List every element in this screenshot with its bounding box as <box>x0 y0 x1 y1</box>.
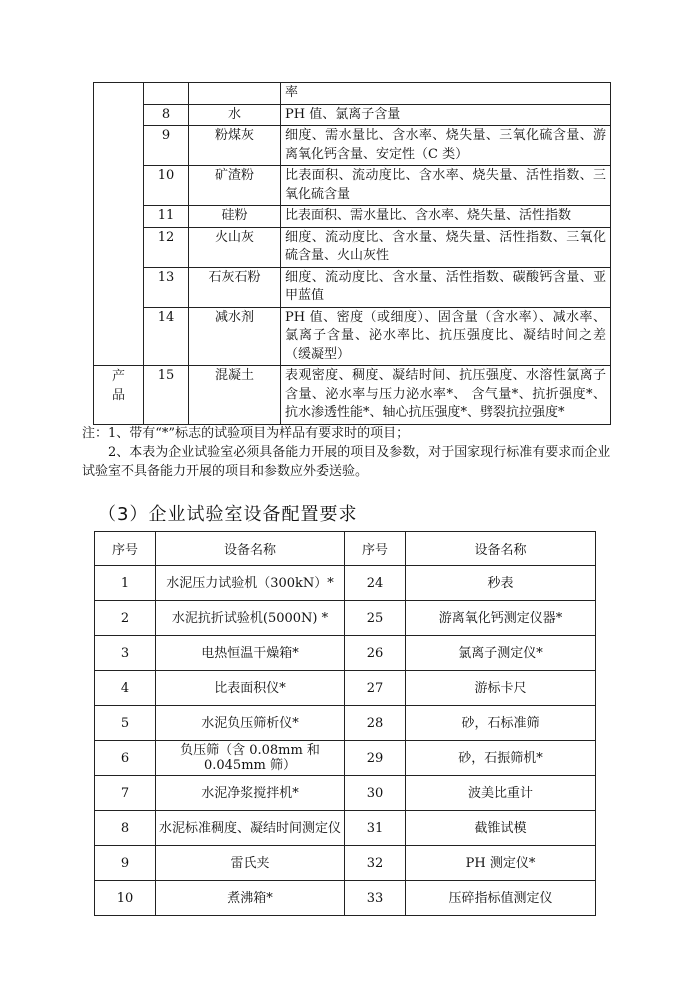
table-notes <box>82 424 622 481</box>
row-number: 13 <box>144 267 189 307</box>
equipment-name: 比表面积仪* <box>156 671 345 706</box>
table-row <box>94 227 611 267</box>
params-cell: 细度、流动度比、含水量、活性指数、碳酸钙含量、亚甲蓝值 <box>281 267 611 307</box>
equipment-number: 29 <box>345 741 406 776</box>
equipment-number: 24 <box>345 566 406 601</box>
table-row <box>95 846 596 881</box>
table-row <box>95 671 596 706</box>
table-row <box>94 104 611 126</box>
equipment-number: 10 <box>95 881 156 916</box>
equipment-number: 2 <box>95 601 156 636</box>
equipment-number: 30 <box>345 776 406 811</box>
note-2: 2、本表为企业试验室必须具备能力开展的项目及参数，对于国家现行标准有要求而企业试验室不具备能力开展的项目和参数应外委送验。 <box>82 445 611 479</box>
equipment-number: 26 <box>345 636 406 671</box>
header-equipment-name: 设备名称 <box>406 532 596 566</box>
material-name: 火山灰 <box>189 227 281 267</box>
params-cell: 比表面积、流动度比、含水率、烧失量、活性指数、三氧化硫含量 <box>281 166 611 206</box>
equipment-number: 3 <box>95 636 156 671</box>
equipment-name: 雷氏夹 <box>156 846 345 881</box>
equipment-name: 负压筛（含 0.08mm 和 0.045mm 筛） <box>156 741 345 776</box>
equipment-name: 煮沸箱* <box>156 881 345 916</box>
equipment-number: 5 <box>95 706 156 741</box>
equipment-name: 电热恒温干燥箱* <box>156 636 345 671</box>
params-cell: 率 <box>281 83 611 105</box>
material-name: 硅粉 <box>189 206 281 228</box>
equipment-number: 32 <box>345 846 406 881</box>
row-number: 12 <box>144 227 189 267</box>
params-cell: PH 值、氯离子含量 <box>281 104 611 126</box>
params-cell: PH 值、密度（或细度）、固含量（含水率）、减水率、氯离子含量、泌水率比、抗压强度比、凝结时间之差（缓凝型） <box>281 307 611 366</box>
equipment-table <box>94 531 596 916</box>
equipment-name: 游标卡尺 <box>406 671 596 706</box>
table-row <box>95 636 596 671</box>
table-row <box>94 267 611 307</box>
empty-cell <box>189 83 281 105</box>
equipment-name: 截锥试模 <box>406 811 596 846</box>
equipment-number: 4 <box>95 671 156 706</box>
params-cell: 细度、需水量比、含水率、烧失量、三氧化硫含量、游离氧化钙含量、安定性（C 类） <box>281 126 611 166</box>
equipment-number: 7 <box>95 776 156 811</box>
category-cell: 产 品 <box>94 366 144 425</box>
table-row <box>94 307 611 366</box>
material-name: 粉煤灰 <box>189 126 281 166</box>
equipment-number: 9 <box>95 846 156 881</box>
row-number: 15 <box>144 366 189 425</box>
equipment-name: 水泥净浆搅拌机* <box>156 776 345 811</box>
equipment-number: 28 <box>345 706 406 741</box>
table-row <box>95 566 596 601</box>
equipment-name: 压碎指标值测定仪 <box>406 881 596 916</box>
row-number: 11 <box>144 206 189 228</box>
category-cell <box>94 83 144 366</box>
equipment-number: 31 <box>345 811 406 846</box>
equipment-number: 6 <box>95 741 156 776</box>
equipment-name: 水泥负压筛析仪* <box>156 706 345 741</box>
table-row <box>94 366 611 425</box>
equipment-name: 水泥压力试验机（300kN）* <box>156 566 345 601</box>
material-name: 水 <box>189 104 281 126</box>
equipment-name: 水泥标准稠度、凝结时间测定仪 <box>156 811 345 846</box>
equipment-name: 游离氧化钙测定仪器* <box>406 601 596 636</box>
table-row <box>95 601 596 636</box>
table-row <box>95 811 596 846</box>
table-row <box>95 741 596 776</box>
table-row <box>95 706 596 741</box>
params-cell: 细度、流动度比、含水量、烧失量、活性指数、三氧化硫含量、火山灰性 <box>281 227 611 267</box>
table-row <box>94 206 611 228</box>
equipment-number: 27 <box>345 671 406 706</box>
header-number: 序号 <box>345 532 406 566</box>
header-number: 序号 <box>95 532 156 566</box>
empty-cell <box>144 83 189 105</box>
table-row <box>95 776 596 811</box>
material-name: 矿渣粉 <box>189 166 281 206</box>
equipment-name: 砂，石标准筛 <box>406 706 596 741</box>
table-header-row <box>95 532 596 566</box>
row-number: 9 <box>144 126 189 166</box>
equipment-name: PH 测定仪* <box>406 846 596 881</box>
table-row <box>94 83 611 105</box>
table-row <box>94 166 611 206</box>
equipment-name: 水泥抗折试验机(5000N) * <box>156 601 345 636</box>
table-row <box>94 126 611 166</box>
equipment-name: 波美比重计 <box>406 776 596 811</box>
note-1: 注：1、带有“*”标志的试验项目为样品有要求时的项目； <box>82 426 410 441</box>
equipment-number: 33 <box>345 881 406 916</box>
equipment-name: 砂，石振筛机* <box>406 741 596 776</box>
section-heading: （3）企业试验室设备配置要求 <box>98 504 358 525</box>
material-name: 减水剂 <box>189 307 281 366</box>
equipment-number: 8 <box>95 811 156 846</box>
table-row <box>95 881 596 916</box>
params-cell: 比表面积、需水量比、含水率、烧失量、活性指数 <box>281 206 611 228</box>
equipment-name: 秒表 <box>406 566 596 601</box>
row-number: 8 <box>144 104 189 126</box>
test-items-table <box>93 82 611 425</box>
material-name: 混凝土 <box>189 366 281 425</box>
header-equipment-name: 设备名称 <box>156 532 345 566</box>
row-number: 14 <box>144 307 189 366</box>
params-cell: 表观密度、稠度、凝结时间、抗压强度、水溶性氯离子含量、泌水率与压力泌水率*、 含气量*、抗折强度*、抗水渗透性能*、轴心抗压强度*、劈裂抗拉强度* <box>281 366 611 425</box>
row-number: 10 <box>144 166 189 206</box>
equipment-name: 氯离子测定仪* <box>406 636 596 671</box>
equipment-number: 25 <box>345 601 406 636</box>
equipment-number: 1 <box>95 566 156 601</box>
material-name: 石灰石粉 <box>189 267 281 307</box>
